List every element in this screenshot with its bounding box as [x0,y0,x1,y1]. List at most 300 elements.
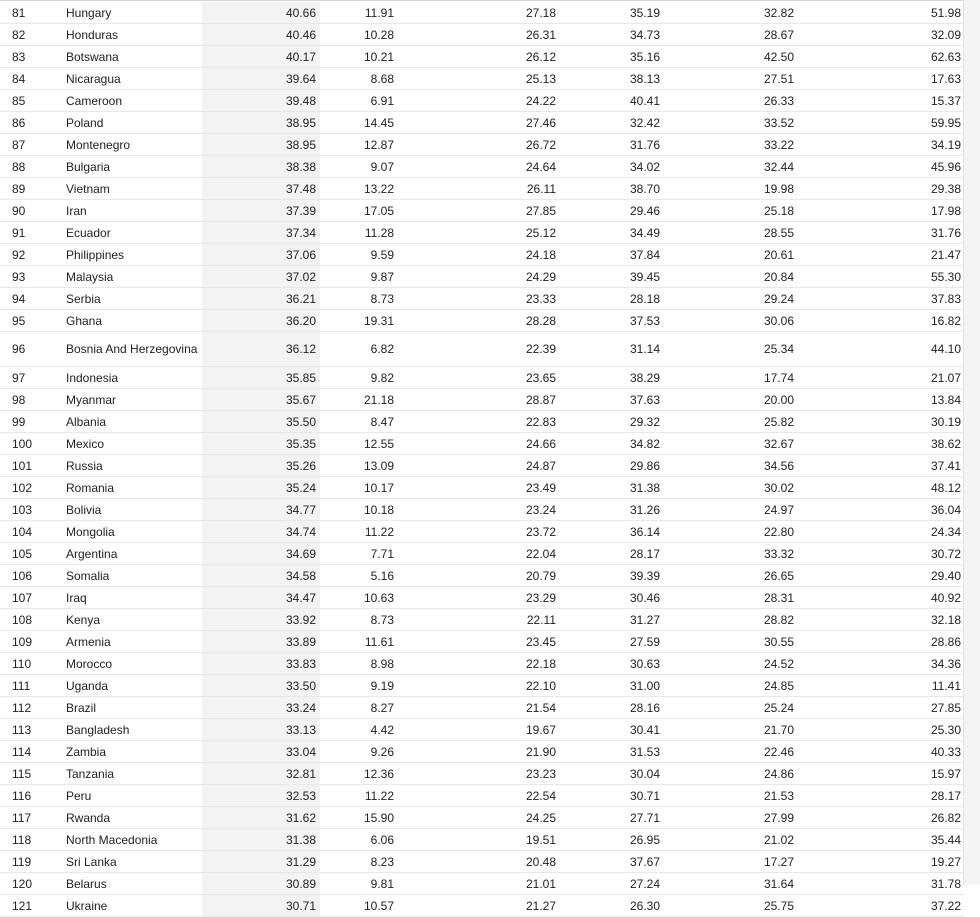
value-cell-6: 30.19 [797,411,964,433]
value-cell-5: 33.52 [664,112,797,134]
table-row [0,609,964,631]
value-cell-5: 25.18 [664,200,797,222]
value-cell-3: 26.11 [398,178,560,200]
value-cell-3: 24.66 [398,433,560,455]
value-cell-4: 35.16 [560,46,664,68]
table-row [0,156,964,178]
value-cell-6: 16.82 [797,310,964,332]
value-cell-3: 22.10 [398,675,560,697]
rank-cell: 121 [0,895,56,917]
value-cell-3: 22.04 [398,543,560,565]
value-cell-3: 22.39 [398,332,560,367]
table-row [0,851,964,873]
country-cell: Indonesia [56,367,202,389]
country-cell: Rwanda [56,807,202,829]
value-cell-3: 27.85 [398,200,560,222]
value-cell-2: 8.68 [320,68,398,90]
country-cell: Brazil [56,697,202,719]
value-cell-3: 24.22 [398,90,560,112]
value-cell-4: 34.49 [560,222,664,244]
value-cell-5: 32.44 [664,156,797,178]
country-cell: Armenia [56,631,202,653]
value-cell-4: 37.63 [560,389,664,411]
value-cell-6: 55.30 [797,266,964,288]
value-cell-2: 9.81 [320,873,398,895]
country-cell: Ecuador [56,222,202,244]
value-cell-2: 8.73 [320,609,398,631]
value-cell-4: 31.76 [560,134,664,156]
value-cell-4: 31.38 [560,477,664,499]
country-cell: Honduras [56,24,202,46]
value-cell-2: 12.87 [320,134,398,156]
country-cell: Bulgaria [56,156,202,178]
value-cell-1: 35.67 [202,389,320,411]
value-cell-6: 34.19 [797,134,964,156]
value-cell-4: 28.18 [560,288,664,310]
value-cell-2: 9.59 [320,244,398,266]
value-cell-1: 37.02 [202,266,320,288]
value-cell-3: 21.54 [398,697,560,719]
value-cell-2: 10.18 [320,499,398,521]
value-cell-6: 51.98 [797,2,964,24]
value-cell-4: 35.19 [560,2,664,24]
value-cell-3: 26.31 [398,24,560,46]
value-cell-3: 24.29 [398,266,560,288]
value-cell-3: 24.25 [398,807,560,829]
value-cell-5: 21.02 [664,829,797,851]
value-cell-2: 8.98 [320,653,398,675]
value-cell-6: 35.44 [797,829,964,851]
value-cell-1: 38.95 [202,112,320,134]
value-cell-3: 23.23 [398,763,560,785]
table-row [0,631,964,653]
value-cell-6: 40.92 [797,587,964,609]
value-cell-2: 12.55 [320,433,398,455]
table-row [0,134,964,156]
value-cell-1: 31.62 [202,807,320,829]
table-row [0,288,964,310]
value-cell-6: 21.47 [797,244,964,266]
value-cell-1: 33.92 [202,609,320,631]
rank-cell: 112 [0,697,56,719]
value-cell-6: 11.41 [797,675,964,697]
value-cell-6: 40.33 [797,741,964,763]
value-cell-4: 29.46 [560,200,664,222]
value-cell-1: 33.04 [202,741,320,763]
country-cell: Mongolia [56,521,202,543]
value-cell-6: 17.98 [797,200,964,222]
value-cell-3: 27.46 [398,112,560,134]
rank-cell: 99 [0,411,56,433]
country-cell: Kenya [56,609,202,631]
rank-cell: 92 [0,244,56,266]
value-cell-2: 10.57 [320,895,398,917]
value-cell-6: 45.96 [797,156,964,178]
rank-cell: 117 [0,807,56,829]
value-cell-5: 30.55 [664,631,797,653]
value-cell-1: 40.66 [202,2,320,24]
value-cell-2: 8.27 [320,697,398,719]
value-cell-2: 10.28 [320,24,398,46]
table-row [0,2,964,24]
table-row [0,200,964,222]
rank-cell: 85 [0,90,56,112]
country-cell: Russia [56,455,202,477]
value-cell-6: 13.84 [797,389,964,411]
country-cell: Vietnam [56,178,202,200]
value-cell-3: 21.90 [398,741,560,763]
value-cell-2: 10.63 [320,587,398,609]
rank-cell: 102 [0,477,56,499]
rank-cell: 109 [0,631,56,653]
country-cell: North Macedonia [56,829,202,851]
value-cell-5: 28.67 [664,24,797,46]
value-cell-2: 12.36 [320,763,398,785]
table-row [0,543,964,565]
value-cell-2: 14.45 [320,112,398,134]
rank-cell: 94 [0,288,56,310]
value-cell-2: 19.31 [320,310,398,332]
table-row [0,477,964,499]
value-cell-1: 35.50 [202,411,320,433]
value-cell-2: 9.19 [320,675,398,697]
value-cell-5: 24.97 [664,499,797,521]
value-cell-6: 31.78 [797,873,964,895]
value-cell-1: 31.29 [202,851,320,873]
value-cell-2: 6.82 [320,332,398,367]
value-cell-2: 13.09 [320,455,398,477]
value-cell-5: 42.50 [664,46,797,68]
value-cell-4: 28.16 [560,697,664,719]
value-cell-3: 23.65 [398,367,560,389]
value-cell-6: 37.22 [797,895,964,917]
rank-cell: 87 [0,134,56,156]
rank-cell: 104 [0,521,56,543]
rank-cell: 100 [0,433,56,455]
value-cell-1: 30.89 [202,873,320,895]
value-cell-2: 8.47 [320,411,398,433]
table-row [0,310,964,332]
value-cell-2: 8.23 [320,851,398,873]
value-cell-6: 30.72 [797,543,964,565]
value-cell-2: 7.71 [320,543,398,565]
value-cell-4: 34.82 [560,433,664,455]
table-row [0,46,964,68]
value-cell-6: 28.17 [797,785,964,807]
table-row [0,763,964,785]
value-cell-4: 38.70 [560,178,664,200]
rank-cell: 97 [0,367,56,389]
rank-cell: 115 [0,763,56,785]
value-cell-4: 30.46 [560,587,664,609]
table-row [0,178,964,200]
country-cell: Malaysia [56,266,202,288]
rank-cell: 88 [0,156,56,178]
country-cell: Romania [56,477,202,499]
country-cell: Bangladesh [56,719,202,741]
rank-cell: 111 [0,675,56,697]
table-row [0,895,964,917]
value-cell-2: 11.22 [320,785,398,807]
value-cell-1: 34.58 [202,565,320,587]
value-cell-4: 37.67 [560,851,664,873]
value-cell-2: 8.73 [320,288,398,310]
table-row [0,389,964,411]
value-cell-1: 33.50 [202,675,320,697]
rank-cell: 119 [0,851,56,873]
value-cell-6: 36.04 [797,499,964,521]
value-cell-3: 22.11 [398,609,560,631]
value-cell-6: 62.63 [797,46,964,68]
value-cell-2: 11.28 [320,222,398,244]
table-row [0,587,964,609]
value-cell-3: 28.28 [398,310,560,332]
table-row [0,499,964,521]
rank-cell: 114 [0,741,56,763]
value-cell-4: 27.59 [560,631,664,653]
value-cell-6: 19.27 [797,851,964,873]
value-cell-6: 27.85 [797,697,964,719]
country-cell: Montenegro [56,134,202,156]
value-cell-3: 25.12 [398,222,560,244]
value-cell-5: 17.74 [664,367,797,389]
rank-cell: 113 [0,719,56,741]
country-cell: Hungary [56,2,202,24]
value-cell-3: 22.83 [398,411,560,433]
value-cell-5: 30.06 [664,310,797,332]
table-row [0,521,964,543]
value-cell-6: 59.95 [797,112,964,134]
value-cell-4: 34.73 [560,24,664,46]
value-cell-4: 31.00 [560,675,664,697]
value-cell-5: 21.70 [664,719,797,741]
value-cell-3: 27.18 [398,2,560,24]
country-cell: Peru [56,785,202,807]
value-cell-4: 28.17 [560,543,664,565]
value-cell-3: 19.67 [398,719,560,741]
value-cell-1: 35.26 [202,455,320,477]
value-cell-5: 32.67 [664,433,797,455]
value-cell-4: 37.53 [560,310,664,332]
value-cell-6: 26.82 [797,807,964,829]
value-cell-2: 6.91 [320,90,398,112]
value-cell-4: 26.30 [560,895,664,917]
value-cell-6: 32.18 [797,609,964,631]
value-cell-5: 29.24 [664,288,797,310]
table-row [0,719,964,741]
value-cell-5: 27.51 [664,68,797,90]
country-cell: Iraq [56,587,202,609]
value-cell-1: 32.53 [202,785,320,807]
rank-cell: 103 [0,499,56,521]
value-cell-6: 17.63 [797,68,964,90]
value-cell-5: 26.65 [664,565,797,587]
value-cell-4: 30.41 [560,719,664,741]
rank-cell: 108 [0,609,56,631]
rank-cell: 106 [0,565,56,587]
rank-cell: 101 [0,455,56,477]
table-row [0,367,964,389]
value-cell-4: 31.14 [560,332,664,367]
value-cell-3: 24.64 [398,156,560,178]
value-cell-3: 26.12 [398,46,560,68]
value-cell-1: 32.81 [202,763,320,785]
value-cell-3: 25.13 [398,68,560,90]
value-cell-4: 29.86 [560,455,664,477]
table-row [0,90,964,112]
value-cell-4: 31.26 [560,499,664,521]
vertical-scrollbar[interactable] [963,0,980,885]
value-cell-2: 21.18 [320,389,398,411]
value-cell-3: 26.72 [398,134,560,156]
rank-cell: 83 [0,46,56,68]
rank-cell: 110 [0,653,56,675]
value-cell-1: 35.85 [202,367,320,389]
country-cell: Sri Lanka [56,851,202,873]
country-cell: Nicaragua [56,68,202,90]
rank-cell: 107 [0,587,56,609]
value-cell-1: 34.47 [202,587,320,609]
value-cell-6: 15.97 [797,763,964,785]
table-row [0,653,964,675]
rank-cell: 81 [0,2,56,24]
value-cell-6: 28.86 [797,631,964,653]
table-row [0,807,964,829]
table-row [0,244,964,266]
value-cell-3: 24.87 [398,455,560,477]
value-cell-4: 39.45 [560,266,664,288]
rank-cell: 98 [0,389,56,411]
country-cell: Bosnia And Herzegovina [56,332,202,367]
value-cell-3: 22.54 [398,785,560,807]
value-cell-2: 4.42 [320,719,398,741]
value-cell-4: 37.84 [560,244,664,266]
table-row [0,741,964,763]
value-cell-6: 21.07 [797,367,964,389]
value-cell-1: 39.64 [202,68,320,90]
value-cell-1: 36.21 [202,288,320,310]
value-cell-4: 38.29 [560,367,664,389]
value-cell-3: 20.79 [398,565,560,587]
country-cell: Ghana [56,310,202,332]
country-cell: Somalia [56,565,202,587]
value-cell-1: 40.46 [202,24,320,46]
value-cell-6: 15.37 [797,90,964,112]
value-cell-1: 37.34 [202,222,320,244]
value-cell-4: 30.71 [560,785,664,807]
country-cell: Mexico [56,433,202,455]
country-cell: Philippines [56,244,202,266]
country-cell: Myanmar [56,389,202,411]
value-cell-5: 24.86 [664,763,797,785]
table-row [0,112,964,134]
value-cell-1: 34.74 [202,521,320,543]
value-cell-6: 48.12 [797,477,964,499]
value-cell-5: 25.82 [664,411,797,433]
value-cell-6: 37.83 [797,288,964,310]
value-cell-3: 23.29 [398,587,560,609]
value-cell-3: 23.45 [398,631,560,653]
value-cell-1: 36.12 [202,332,320,367]
value-cell-3: 28.87 [398,389,560,411]
value-cell-3: 23.24 [398,499,560,521]
value-cell-3: 23.49 [398,477,560,499]
value-cell-5: 31.64 [664,873,797,895]
value-cell-5: 25.34 [664,332,797,367]
value-cell-2: 17.05 [320,200,398,222]
value-cell-5: 20.00 [664,389,797,411]
table-row [0,697,964,719]
value-cell-3: 24.18 [398,244,560,266]
value-cell-5: 28.31 [664,587,797,609]
rank-cell: 91 [0,222,56,244]
table-row [0,411,964,433]
value-cell-3: 22.18 [398,653,560,675]
table-row [0,675,964,697]
rank-cell: 120 [0,873,56,895]
value-cell-1: 39.48 [202,90,320,112]
value-cell-6: 25.30 [797,719,964,741]
country-cell: Morocco [56,653,202,675]
value-cell-4: 40.41 [560,90,664,112]
value-cell-5: 20.84 [664,266,797,288]
value-cell-1: 33.89 [202,631,320,653]
table-row [0,68,964,90]
value-cell-4: 26.95 [560,829,664,851]
value-cell-5: 22.46 [664,741,797,763]
value-cell-6: 34.36 [797,653,964,675]
value-cell-4: 39.39 [560,565,664,587]
table-row [0,565,964,587]
table-row [0,873,964,895]
value-cell-5: 33.22 [664,134,797,156]
value-cell-2: 13.22 [320,178,398,200]
table-row [0,266,964,288]
country-cell: Serbia [56,288,202,310]
value-cell-6: 29.40 [797,565,964,587]
value-cell-5: 17.27 [664,851,797,873]
value-cell-1: 31.38 [202,829,320,851]
country-ranking-table [0,2,964,917]
value-cell-2: 6.06 [320,829,398,851]
value-cell-3: 23.33 [398,288,560,310]
country-cell: Belarus [56,873,202,895]
value-cell-5: 25.24 [664,697,797,719]
value-cell-5: 24.52 [664,653,797,675]
value-cell-4: 31.53 [560,741,664,763]
table-row [0,433,964,455]
country-cell: Bolivia [56,499,202,521]
value-cell-5: 21.53 [664,785,797,807]
table-body [0,2,964,917]
value-cell-1: 35.24 [202,477,320,499]
value-cell-2: 10.17 [320,477,398,499]
value-cell-6: 31.76 [797,222,964,244]
country-cell: Tanzania [56,763,202,785]
rank-cell: 89 [0,178,56,200]
value-cell-1: 38.95 [202,134,320,156]
value-cell-1: 34.77 [202,499,320,521]
value-cell-2: 9.07 [320,156,398,178]
country-cell: Zambia [56,741,202,763]
value-cell-4: 36.14 [560,521,664,543]
value-cell-6: 29.38 [797,178,964,200]
value-cell-1: 38.38 [202,156,320,178]
country-cell: Ukraine [56,895,202,917]
country-cell: Botswana [56,46,202,68]
value-cell-5: 34.56 [664,455,797,477]
value-cell-4: 34.02 [560,156,664,178]
